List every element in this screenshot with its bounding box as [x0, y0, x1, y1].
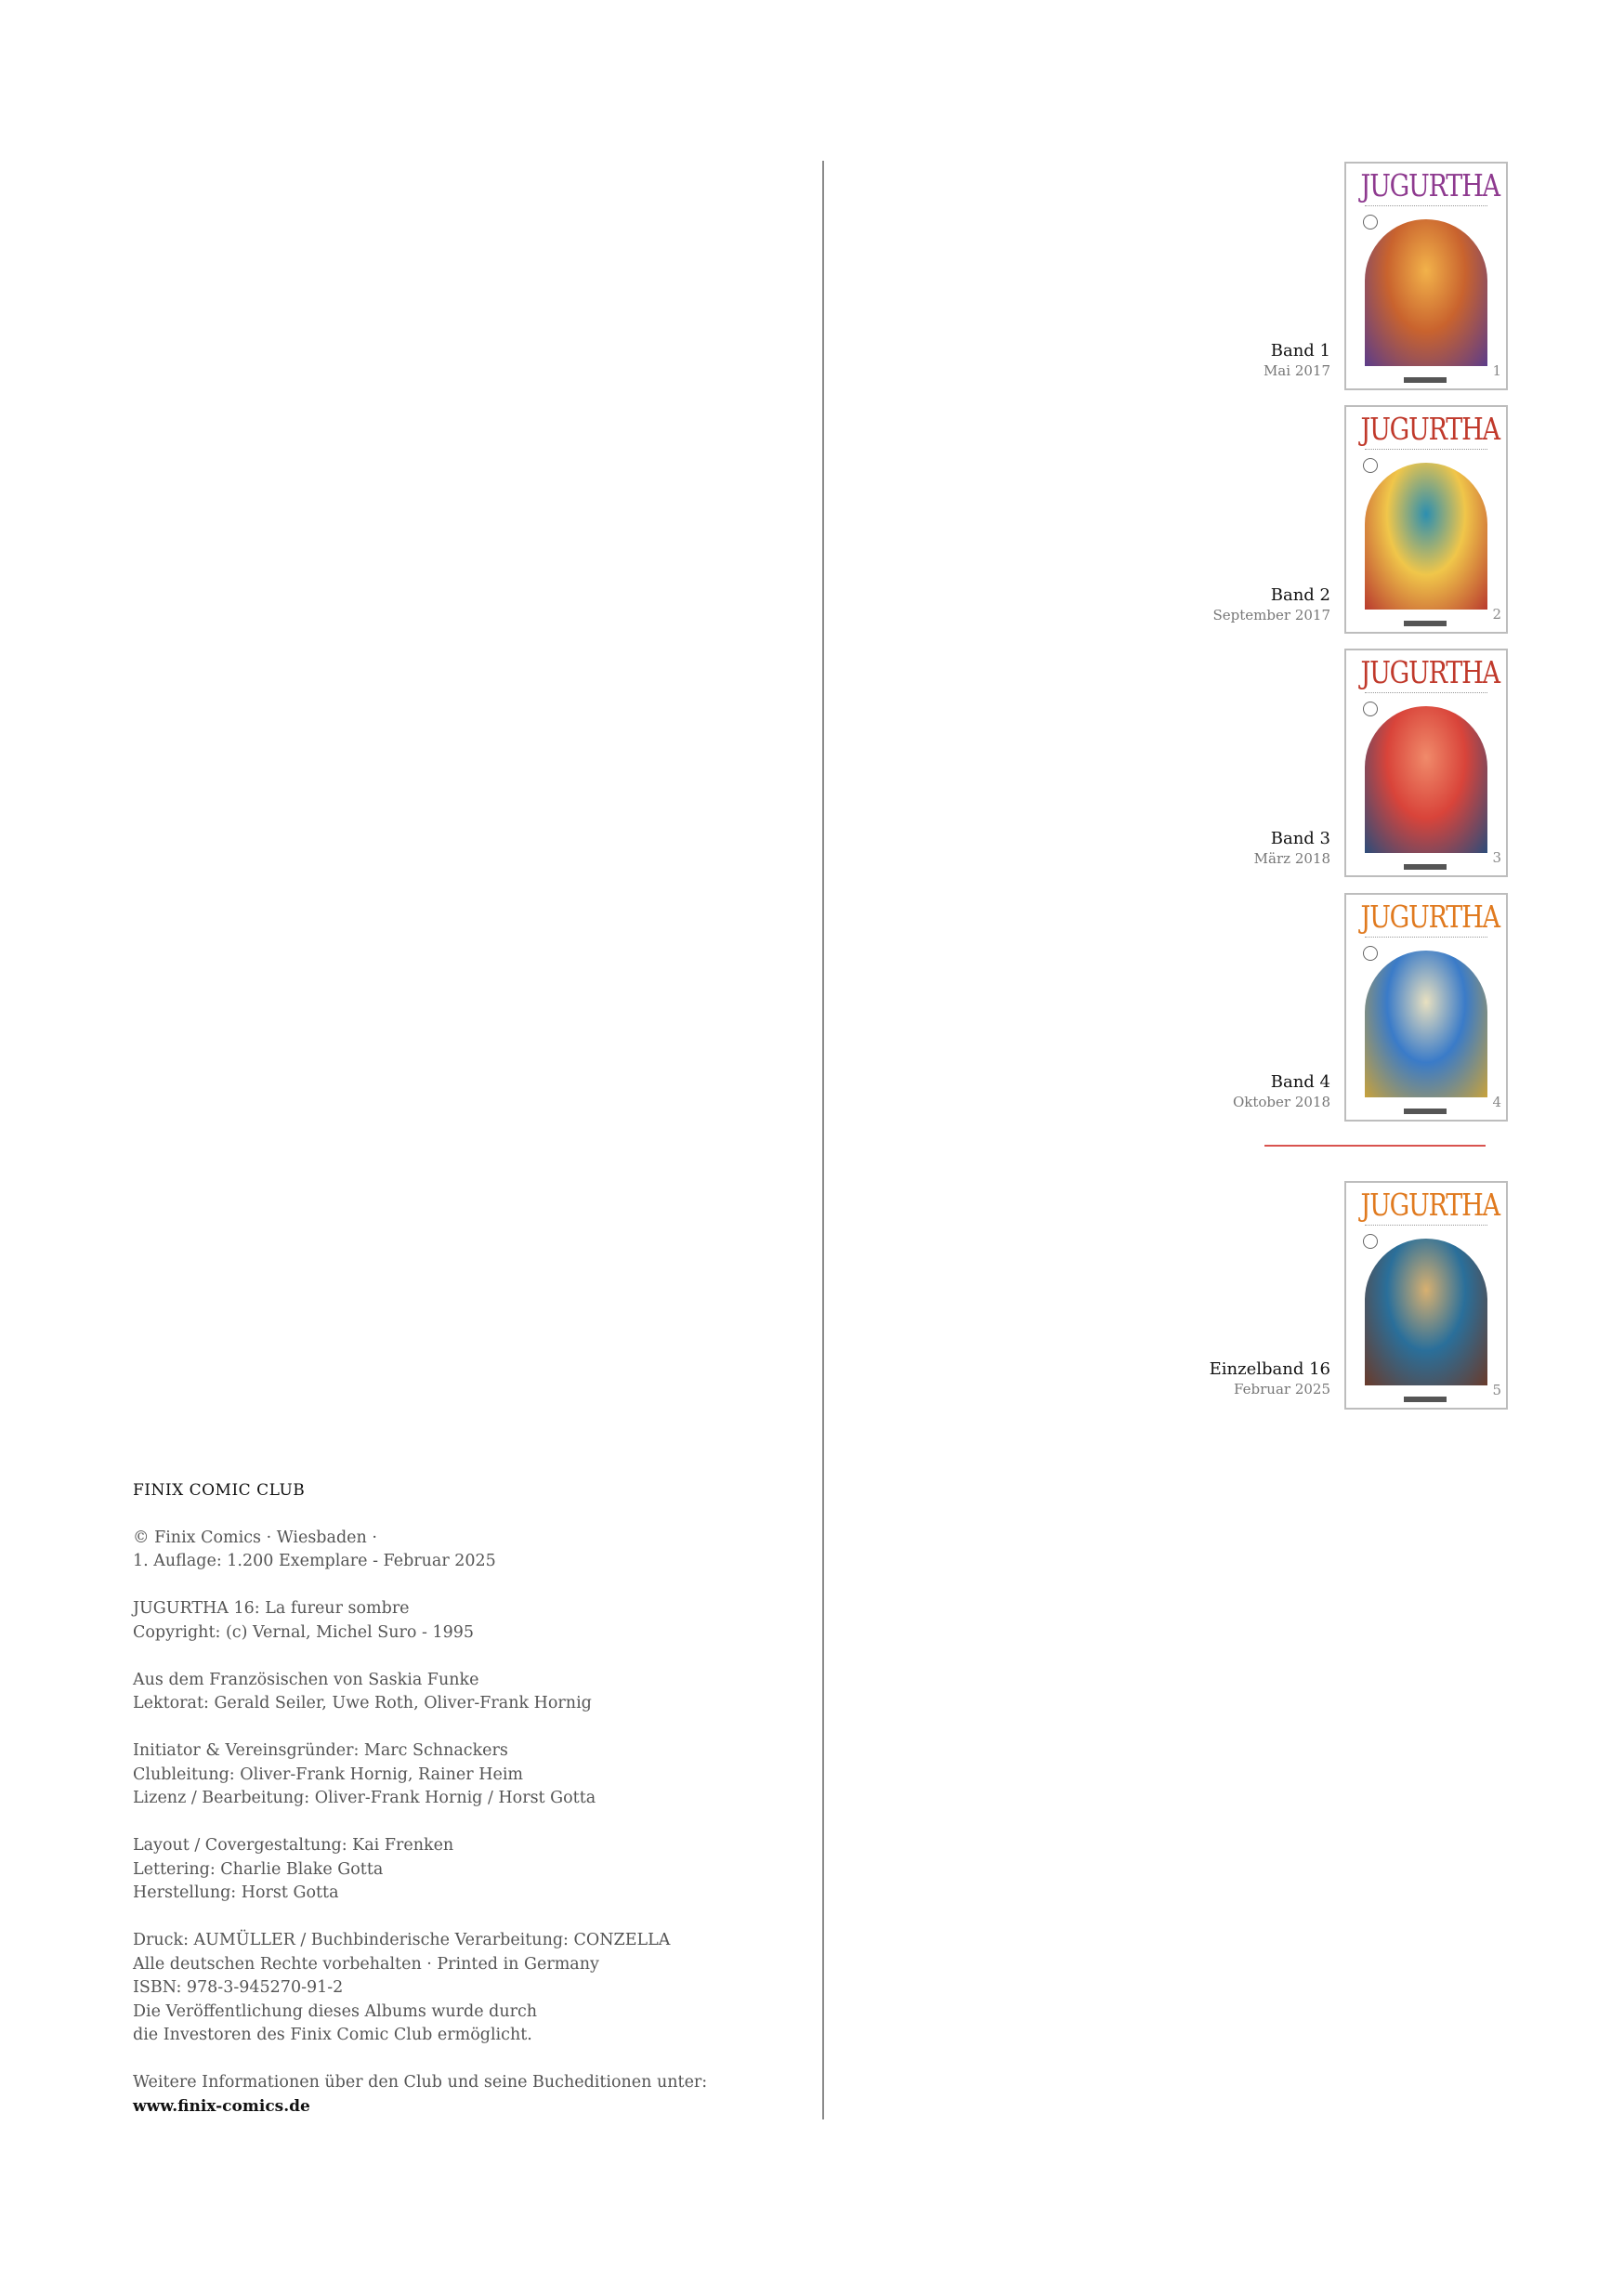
cover-base-strip	[1404, 864, 1447, 870]
cover-number: 3	[1492, 849, 1501, 866]
volume-name: Band 3	[1270, 829, 1330, 848]
volume-name: Band 4	[1270, 1072, 1330, 1092]
cover-number: 1	[1492, 362, 1501, 379]
cover-title: JUGURTHA	[1360, 654, 1500, 690]
volume-label-3	[1254, 829, 1330, 868]
cover-base-strip	[1404, 377, 1447, 383]
imprint-line: Herstellung: Horst Gotta	[133, 1883, 339, 1902]
volume-cover-3[interactable]	[1344, 649, 1508, 877]
volume-name: Band 1	[1270, 341, 1330, 361]
volume-date: September 2017	[1212, 607, 1330, 623]
imprint-line: Lektorat: Gerald Seiler, Uwe Roth, Oliver-Frank Hornig	[133, 1694, 592, 1712]
club-title: FINIX COMIC CLUB	[133, 1481, 306, 1500]
imprint-line: Druck: AUMÜLLER / Buchbinderische Verarbeitung: CONZELLA	[133, 1931, 671, 1949]
imprint-line: Layout / Covergestaltung: Kai Frenken	[133, 1836, 454, 1855]
cover-number: 2	[1492, 606, 1501, 623]
cover-number: 4	[1492, 1094, 1501, 1110]
imprint-block-title	[133, 1597, 783, 1645]
vertical-divider	[822, 161, 824, 2119]
volume-name: Einzelband 16	[1209, 1359, 1330, 1379]
cover-subtitle-rule	[1365, 205, 1487, 209]
imprint-line: Alle deutschen Rechte vorbehalten · Printed in Germany	[133, 1954, 599, 1974]
imprint-line: JUGURTHA 16: La fureur sombre	[133, 1599, 410, 1618]
cover-title: JUGURTHA	[1360, 167, 1500, 203]
cover-base-strip	[1404, 1109, 1447, 1114]
volume-label-1	[1264, 341, 1330, 380]
cover-title: JUGURTHA	[1360, 899, 1500, 935]
imprint-block-info	[133, 2071, 783, 2119]
cover-title: JUGURTHA	[1360, 411, 1500, 447]
imprint-block-layout	[133, 1834, 783, 1906]
publisher-logo-icon	[1363, 458, 1378, 473]
cover-subtitle-rule	[1365, 937, 1487, 940]
imprint-line: Aus dem Französischen von Saskia Funke	[133, 1670, 479, 1689]
imprint-block-club	[133, 1739, 783, 1811]
publisher-logo-icon	[1363, 215, 1378, 230]
publisher-logo-icon	[1363, 946, 1378, 961]
imprint-line: © Finix Comics · Wiesbaden ·	[133, 1528, 377, 1547]
publisher-logo-icon	[1363, 1234, 1378, 1249]
volume-name: Band 2	[1270, 585, 1330, 605]
imprint-line: Lettering: Charlie Blake Gotta	[133, 1859, 384, 1879]
cover-artwork	[1365, 219, 1487, 366]
imprint-line: Lizenz / Bearbeitung: Oliver-Frank Hornig / Horst Gotta	[133, 1789, 596, 1807]
cover-base-strip	[1404, 621, 1447, 626]
website-link[interactable]: www.finix-comics.de	[133, 2096, 310, 2116]
volume-cover-16[interactable]	[1344, 1181, 1508, 1410]
imprint-block-translation	[133, 1669, 783, 1716]
volume-separator	[1264, 1145, 1486, 1147]
volume-date: Mai 2017	[1263, 362, 1330, 379]
volume-date: Oktober 2018	[1232, 1094, 1330, 1110]
publisher-logo-icon	[1363, 702, 1378, 716]
cover-artwork	[1365, 1239, 1487, 1385]
imprint-line: ISBN: 978-3-945270-91-2	[133, 1978, 344, 1997]
cover-base-strip	[1404, 1397, 1447, 1402]
volume-label-16	[1210, 1359, 1330, 1398]
volume-label-2	[1213, 585, 1330, 624]
cover-subtitle-rule	[1365, 1225, 1487, 1228]
imprint-block-print	[133, 1929, 783, 2048]
imprint-line: die Investoren des Finix Comic Club ermöglicht.	[133, 2026, 532, 2044]
cover-artwork	[1365, 463, 1487, 610]
imprint-line: Initiator & Vereinsgründer: Marc Schnackers	[133, 1741, 508, 1760]
volume-date: Februar 2025	[1234, 1381, 1330, 1397]
cover-artwork	[1365, 706, 1487, 853]
cover-number: 5	[1492, 1382, 1501, 1398]
imprint-line: 1. Auflage: 1.200 Exemplare - Februar 2025	[133, 1552, 496, 1570]
imprint-line: Copyright: (c) Vernal, Michel Suro - 1995	[133, 1622, 474, 1642]
volume-cover-2[interactable]	[1344, 405, 1508, 634]
cover-subtitle-rule	[1365, 449, 1487, 453]
imprint	[133, 1479, 783, 2119]
imprint-line: Weitere Informationen über den Club und seine Bucheditionen unter:	[133, 2073, 708, 2092]
imprint-line: Die Veröffentlichung dieses Albums wurde durch	[133, 2001, 538, 2021]
volume-cover-1[interactable]	[1344, 162, 1508, 390]
imprint-block-publisher	[133, 1527, 783, 1574]
imprint-line: Clubleitung: Oliver-Frank Hornig, Rainer Heim	[133, 1765, 524, 1784]
cover-title: JUGURTHA	[1360, 1187, 1500, 1223]
cover-subtitle-rule	[1365, 692, 1487, 696]
volume-cover-4[interactable]	[1344, 893, 1508, 1122]
volume-label-4	[1233, 1072, 1330, 1111]
volume-date: März 2018	[1253, 850, 1330, 867]
cover-artwork	[1365, 951, 1487, 1097]
